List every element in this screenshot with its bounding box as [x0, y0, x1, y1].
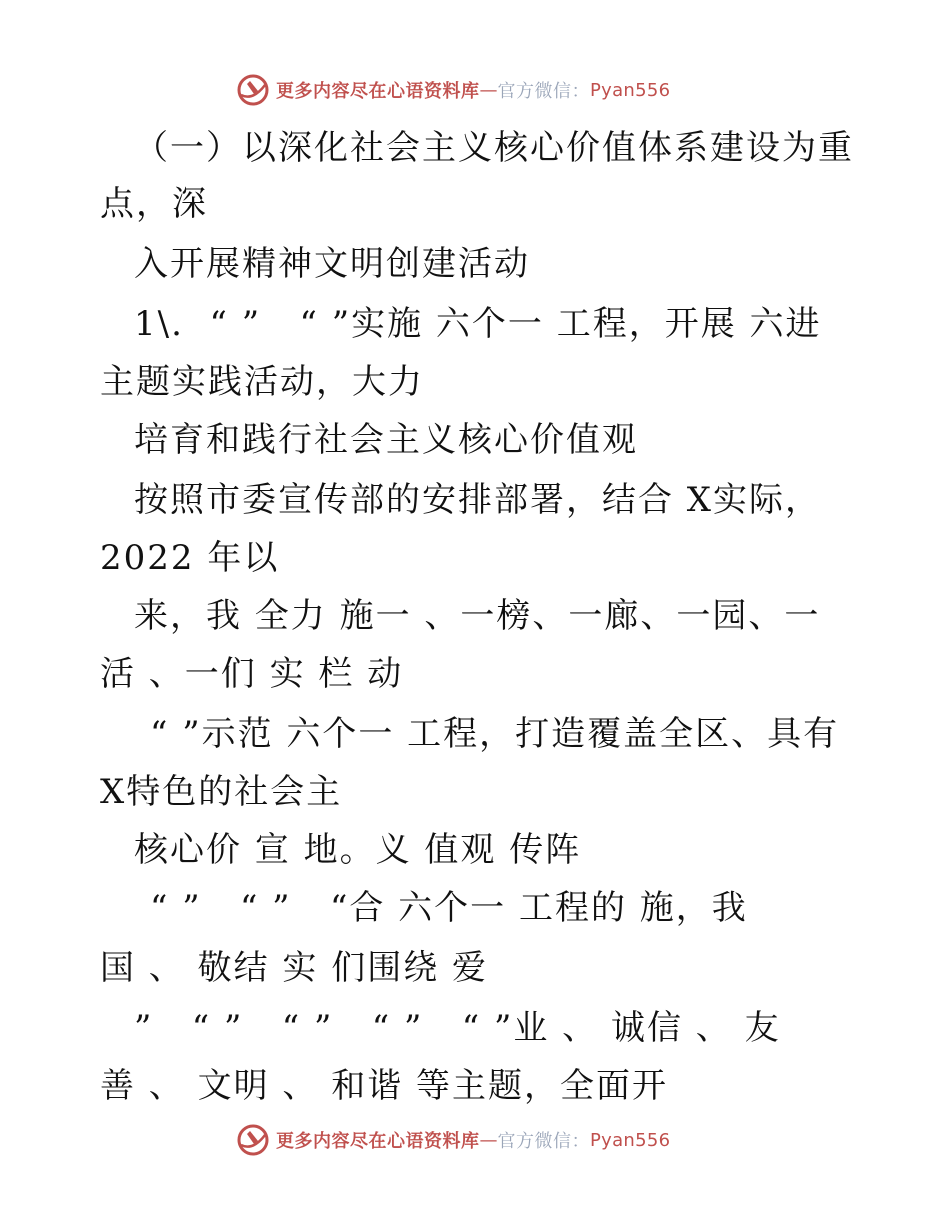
text-line: 入开展精神文明创建活动	[134, 244, 530, 284]
text-line: “ ”示范 六个一 工程，打造覆盖全区、具有	[150, 714, 840, 754]
watermark-dash: —	[479, 79, 498, 101]
text-line: ” “ ” “ ” “ ” “ ”业 、 诚信 、 友	[134, 1008, 781, 1048]
text-line: 主题实践活动，大力	[100, 362, 424, 402]
text-line: 1\. “ ” “ ”实施 六个一 工程，开展 六进	[134, 304, 822, 344]
text-line: 2022 年以	[100, 538, 280, 578]
text-line: 活 、一们 实 栏 动	[100, 654, 404, 694]
text-line: 按照市委宣传部的安排部署，结合 X实际，	[134, 480, 822, 520]
text-line: X特色的社会主	[100, 772, 343, 812]
watermark-wechat-label: 官方微信：	[497, 1131, 590, 1152]
text-line: 善 、 文明 、 和谐 等主题，全面开	[100, 1066, 669, 1106]
watermark-wechat-id: Pyan556	[590, 79, 671, 101]
watermark-site-text: 更多内容尽在心语资料库	[276, 81, 480, 102]
watermark-wechat-label: 官方微信：	[497, 81, 590, 102]
text-line: 培育和践行社会主义核心价值观	[134, 420, 638, 460]
text-line: 国 、 敬结 实 们围绕 爱	[100, 948, 489, 988]
watermark-site-text: 更多内容尽在心语资料库	[276, 1131, 480, 1152]
text-line: 核心价 宣 地。义 值观 传阵	[134, 830, 582, 870]
watermark-wechat-id: Pyan556	[590, 1129, 671, 1151]
pen-logo-icon	[236, 1123, 270, 1157]
pen-logo-icon	[236, 73, 270, 107]
text-line: 来，我 全力 施一 、一榜、一廊、一园、一	[134, 596, 821, 636]
footer-watermark	[236, 1122, 670, 1158]
text-line: （一）以深化社会主义核心价值体系建设为重	[134, 128, 854, 168]
text-line: “ ” “ ” “合 六个一 工程的 施，我	[150, 888, 748, 928]
text-line: 点，深	[100, 184, 208, 224]
watermark-dash: —	[479, 1129, 498, 1151]
header-watermark	[236, 72, 670, 108]
